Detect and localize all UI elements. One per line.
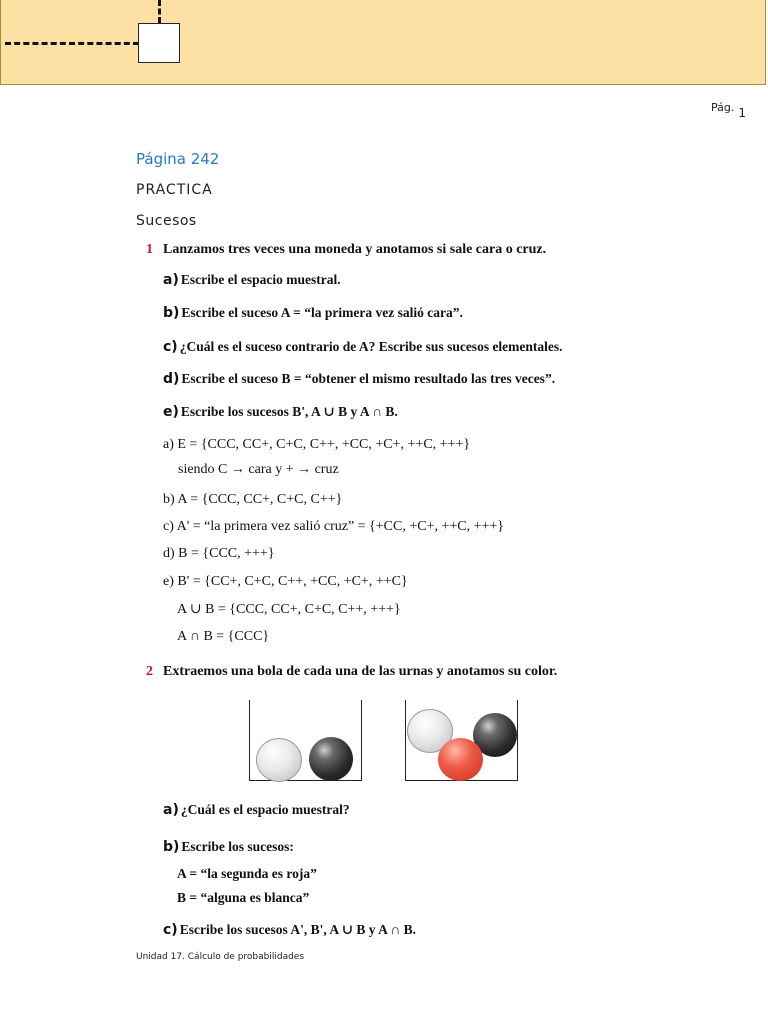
question-item — [163, 922, 416, 938]
banner-square — [138, 23, 180, 63]
question-item — [163, 339, 563, 355]
urn-1 — [249, 700, 362, 781]
question-label: e) — [163, 404, 179, 420]
red-ball — [438, 738, 483, 781]
question-label: c) — [163, 922, 178, 938]
answer-line: c) A' = “la primera vez salió cruz” = {+CC, +C+, ++C, +++} — [163, 519, 505, 534]
question-item — [163, 272, 341, 288]
event-definition: B = “alguna es blanca” — [177, 890, 310, 905]
question-label: c) — [163, 339, 178, 355]
exercise-number: 2 — [146, 664, 153, 679]
question-item — [163, 839, 294, 855]
urn-2 — [405, 700, 518, 781]
page-number: 1 — [738, 106, 746, 120]
page-label: Pág. — [711, 101, 735, 114]
answer-line: A ∩ B = {CCC} — [177, 629, 270, 644]
answer-line: a) E = {CCC, CC+, C+C, C++, +CC, +C+, ++C, +++} — [163, 437, 471, 452]
question-text: Escribe los sucesos: — [181, 839, 294, 854]
exercise-statement: Extraemos una bola de cada una de las urnas y anotamos su color. — [163, 664, 558, 679]
dashed-line-vertical — [158, 0, 161, 23]
answer-line: e) B' = {CC+, C+C, C++, +CC, +C+, ++C} — [163, 574, 408, 589]
event-definition: A = “la segunda es roja” — [177, 866, 317, 881]
answer-line: d) B = {CCC, +++} — [163, 546, 275, 561]
answer-line: A ∪ B = {CCC, CC+, C+C, C++, +++} — [177, 602, 401, 617]
question-text: Escribe los sucesos A', B', A ∪ B y A ∩ B. — [179, 922, 417, 937]
black-ball — [309, 737, 353, 781]
question-label: d) — [163, 371, 180, 387]
page-indicator — [711, 100, 746, 120]
question-text: ¿Cuál es el suceso contrario de A? Escribe sus sucesos elementales. — [179, 339, 563, 354]
section-title: Página 242 — [136, 150, 220, 168]
subheading: Sucesos — [136, 213, 197, 229]
exercise-statement: Lanzamos tres veces una moneda y anotamos si sale cara o cruz. — [163, 242, 547, 257]
question-item — [163, 371, 555, 387]
exercise-number: 1 — [146, 242, 153, 257]
question-text: Escribe el suceso A = “la primera vez salió cara”. — [181, 305, 463, 320]
header-banner — [0, 0, 766, 85]
question-item — [163, 802, 350, 818]
answer-line: siendo C → cara y + → cruz — [178, 462, 339, 477]
question-label: a) — [163, 272, 179, 288]
question-item — [163, 305, 463, 321]
question-text: Escribe los sucesos B', A ∪ B y A ∩ B. — [180, 404, 398, 419]
question-text: ¿Cuál es el espacio muestral? — [180, 802, 350, 817]
question-label: a) — [163, 802, 179, 818]
question-text: Escribe el espacio muestral. — [180, 272, 341, 287]
question-label: b) — [163, 305, 180, 321]
answer-line: b) A = {CCC, CC+, C+C, C++} — [163, 492, 343, 507]
question-label: b) — [163, 839, 180, 855]
white-ball — [256, 738, 302, 782]
question-item — [163, 404, 398, 420]
footer: Unidad 17. Cálculo de probabilidades — [136, 952, 305, 962]
heading: PRACTICA — [136, 182, 213, 198]
dashed-line-horizontal — [5, 42, 139, 45]
question-text: Escribe el suceso B = “obtener el mismo resultado las tres veces”. — [181, 371, 556, 386]
